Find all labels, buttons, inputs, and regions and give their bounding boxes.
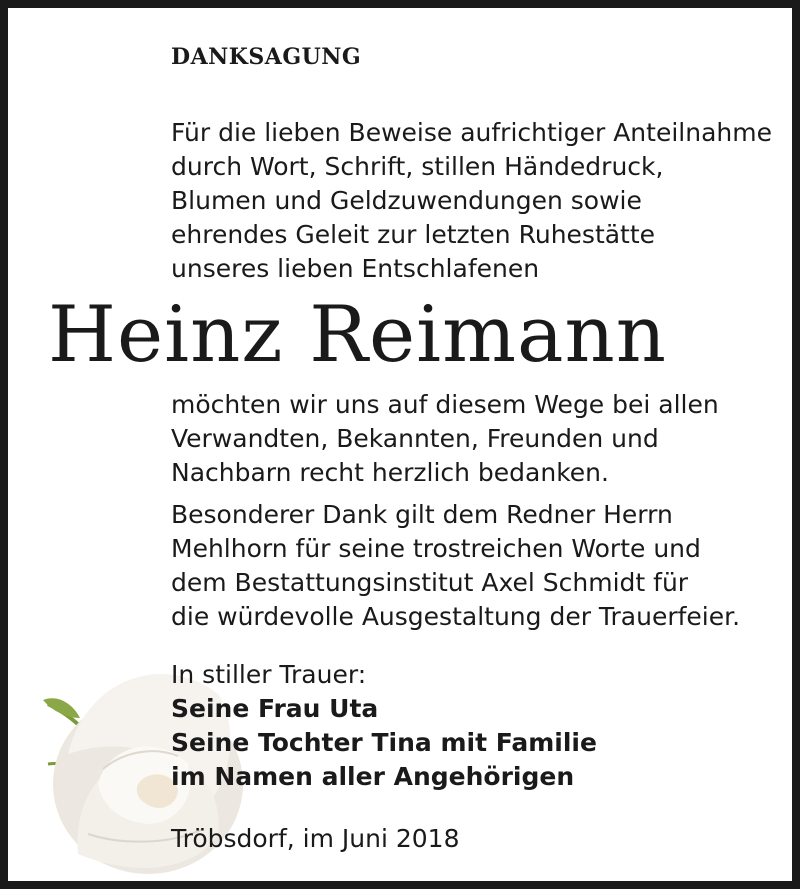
- family-line: Seine Tochter Tina mit Familie: [171, 728, 597, 757]
- special-thanks-paragraph: Besonderer Dank gilt dem Redner Herrn Mehlhorn für seine trostreichen Worte und dem Bestattungsinstitut Axel Schmidt für die würdevolle Ausgestaltung der Trauerfeier.: [171, 500, 741, 631]
- intro-paragraph: Für die lieben Beweise aufrichtiger Anteilnahme durch Wort, Schrift, stillen Händedruck, Blumen und Geldzuwendungen sowie ehrendes Geleit zur letzten Ruhestätte unseres lieben Entschlafenen: [171, 118, 772, 283]
- family-line: im Namen aller Angehörigen: [171, 762, 575, 791]
- place-date: Tröbsdorf, im Juni 2018: [171, 824, 460, 853]
- family-line: Seine Frau Uta: [171, 694, 379, 723]
- mourners-block: [171, 658, 597, 794]
- deceased-name: Heinz Reimann: [48, 290, 668, 380]
- mourning-label: In stiller Trauer:: [171, 660, 367, 689]
- thanks-paragraph: möchten wir uns auf diesem Wege bei allen Verwandten, Bekannten, Freunden und Nachbarn recht herzlich bedanken.: [171, 390, 719, 487]
- heading: DANKSAGUNG: [171, 44, 362, 70]
